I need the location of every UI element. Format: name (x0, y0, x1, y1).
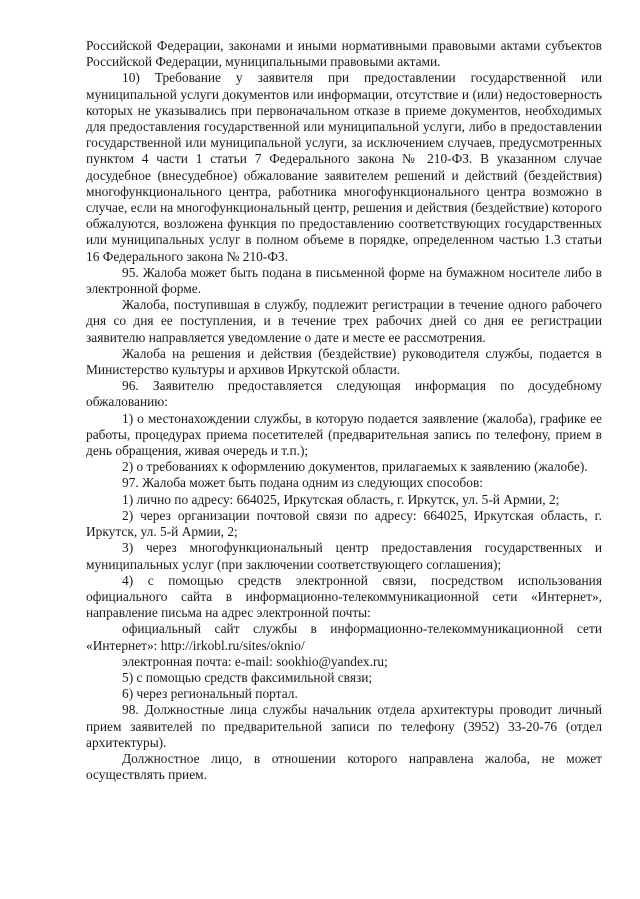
paragraph-97-item-6: 6) через региональный портал. (122, 686, 298, 702)
paragraph-final: Должностное лицо, в отношении которого направлена жалоба, не может осуществлять прием. (86, 750, 602, 783)
paragraph-head-complaint: Жалоба на решения и действия (бездействие) руководителя службы, подается в Министерство культуры и архивов Иркутской области. (86, 345, 602, 378)
paragraph-95: 95. Жалоба может быть подана в письменной форме на бумажном носителе либо в электронной форме. (86, 264, 602, 297)
paragraph-official-site: официальный сайт службы в информационно-телекоммуникационной сети «Интернет»: http://irkobl.ru/sites/oknio/ (86, 621, 602, 653)
paragraph-97: 97. Жалоба может быть подана одним из следующих способов: (122, 475, 483, 491)
paragraph-98: 98. Должностные лица службы начальник отдела архитектуры проводит личный прием заявителей по предварительной записи по телефону (3952) 33-20-76 (отдел архитектуры). (86, 702, 602, 750)
paragraph-97-item-1: 1) лично по адресу: 664025, Иркутская область, г. Иркутск, ул. 5-й Армии, 2; (122, 491, 560, 507)
paragraph-96-item-2: 2) о требованиях к оформлению документов, прилагаемых к заявлению (жалобе). (122, 459, 588, 475)
paragraph-97-item-5: 5) с помощью средств факсимильной связи; (122, 669, 373, 685)
paragraph-email: электронная почта: e-mail: sookhio@yandex.ru; (122, 653, 388, 669)
paragraph-96-item-1: 1) о местонахождении службы, в которую подается заявление (жалоба), графике ее работы, процедурах приема посетителей (предварительная запись по телефону, прием в день обращения, живая очередь и т.п.); (86, 410, 602, 459)
paragraph-97-item-2: 2) через организации почтовой связи по адресу: 664025, Иркутская область, г. Иркутск, ул. 5-й Армии, 2; (86, 507, 602, 540)
paragraph-registration: Жалоба, поступившая в службу, подлежит регистрации в течение одного рабочего дня со дня ее поступления, и в течение трех рабочих дней со дня ее регистрации заявителю направляется уведомление о дате и месте ее рассмотрения. (86, 297, 602, 345)
paragraph-97-item-3: 3) через многофункциональный центр предоставления государственных и муниципальных услуг (при заключении соответствующего соглашения); (86, 540, 602, 572)
paragraph-continuation: Российской Федерации, законами и иными нормативными правовыми актами субъектов Российской Федерации, муниципальными правовыми актами. (86, 38, 602, 70)
paragraph-96: 96. Заявителю предоставляется следующая информация по досудебному обжалованию: (86, 378, 602, 410)
paragraph-97-item-4: 4) с помощью средств электронной связи, посредством использования официального сайта в информационно-телекоммуникационной сети «Интернет», направление письма на адрес электронной почты: (86, 572, 602, 621)
document-page (86, 38, 602, 783)
paragraph-item-10: 10) Требование у заявителя при предоставлении государственной или муниципальной услуги документов или информации, отсутствие и (или) недостоверность которых не указывались при первоначальном отказе в приеме документов, необходимых для предоставления государственной или муниципальной услуги, либо в предоставлении государственной или муниципальной услуги, за исключением случаев, предусмотренных пунктом 4 части 1 статьи 7 Федерального закона № 210-ФЗ. В указанном случае досудебное (внесудебное) обжалование заявителем решений и действий (бездействия) многофункционального центра, работника многофункционального центра возможно в случае, если на многофункциональный центр, решения и действия (бездействие) которого обжалуются, возложена функция по предоставлению соответствующих государственных или муниципальных услуг в полном объеме в порядке, определенном частью 1.3 статьи 16 Федерального закона № 210-ФЗ. (86, 70, 602, 264)
